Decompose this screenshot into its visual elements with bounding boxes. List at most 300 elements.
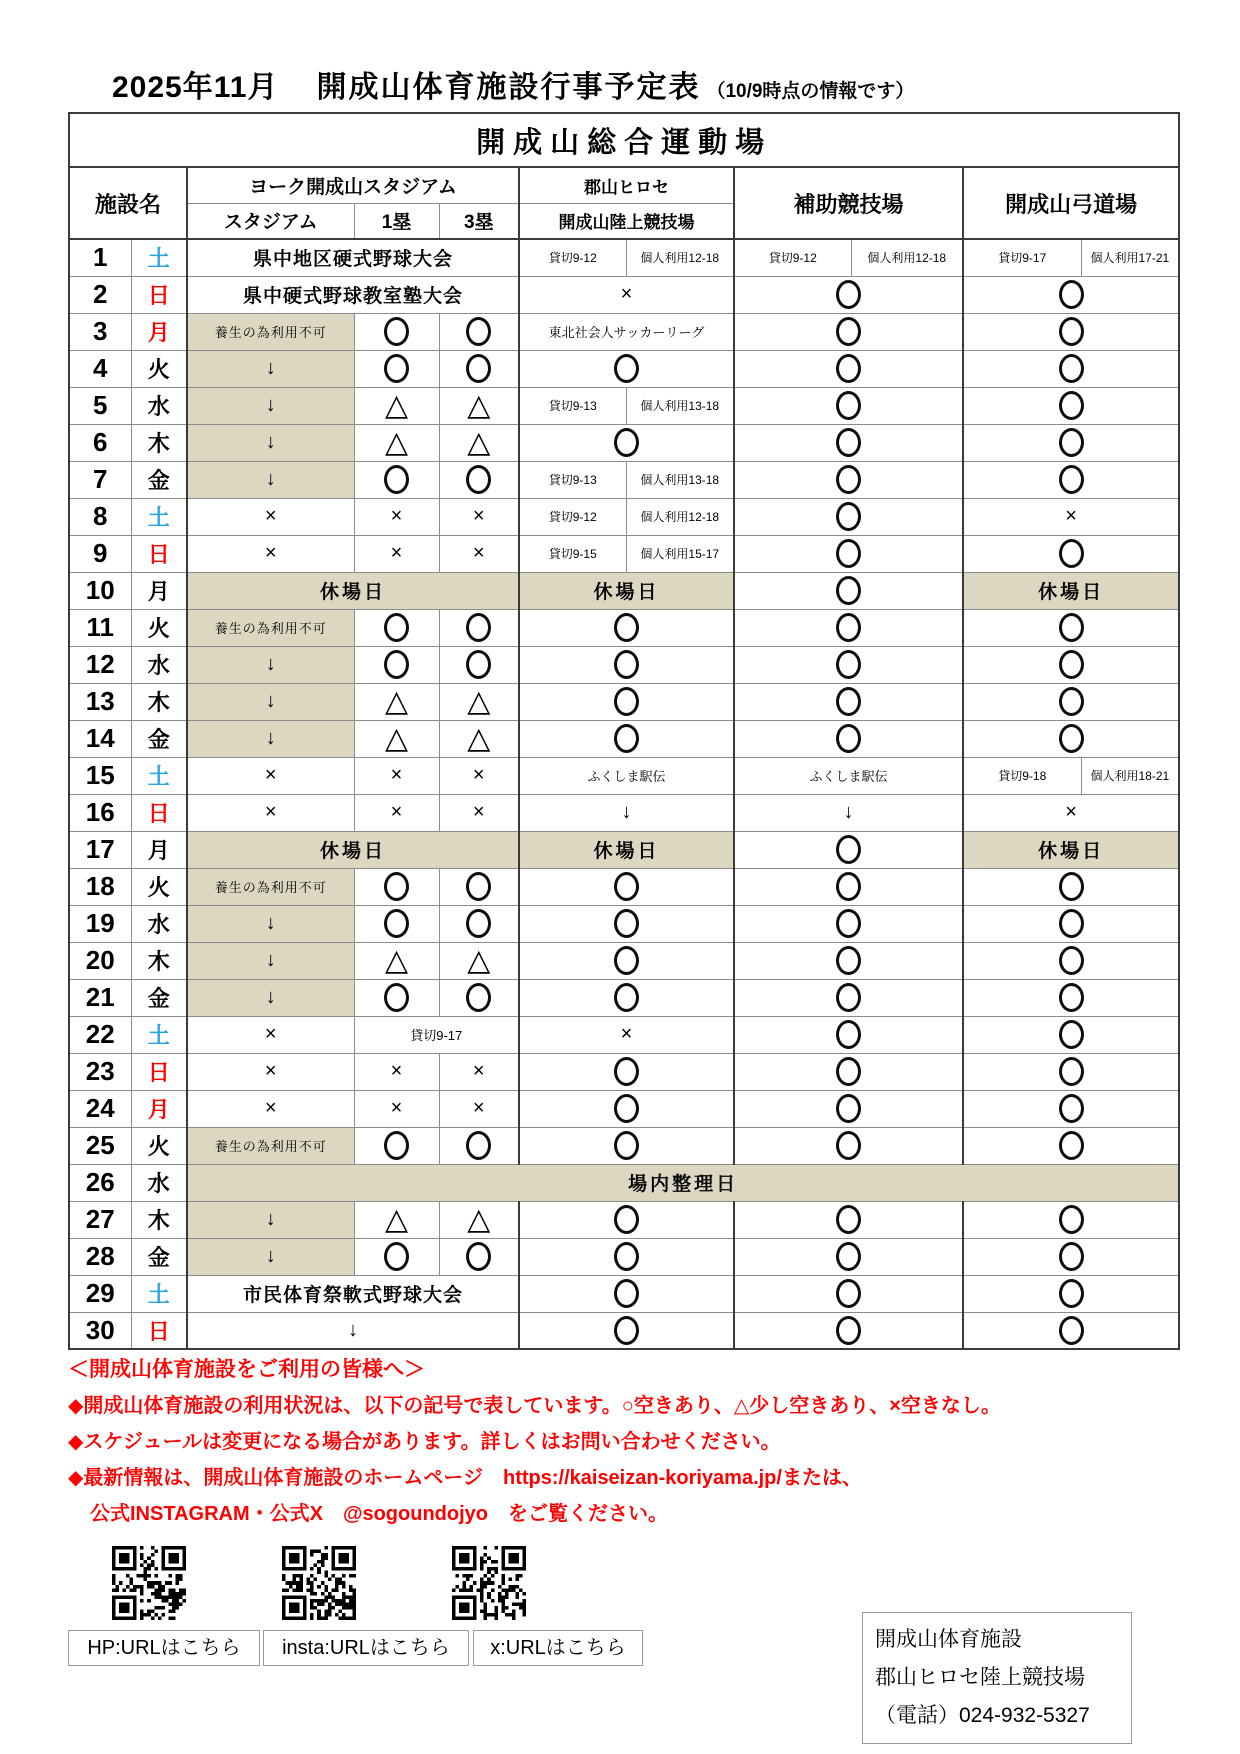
- schedule-cell: 個人利用12-18: [626, 239, 734, 276]
- schedule-cell: [519, 350, 734, 387]
- weekday-label: 火: [131, 868, 187, 905]
- circle-available-icon: [1059, 539, 1084, 568]
- kyudo-hall-header: 開成山弓道場: [963, 167, 1179, 239]
- day-number: 9: [69, 535, 131, 572]
- schedule-cell: [734, 831, 963, 868]
- schedule-cell: [439, 535, 519, 572]
- schedule-cell: 休場日: [187, 831, 519, 868]
- schedule-cell: [734, 868, 963, 905]
- schedule-cell: 個人利用15-17: [626, 535, 734, 572]
- facility-schedule-table: [68, 112, 1180, 1350]
- circle-available-icon: [1059, 428, 1084, 457]
- cross-unavailable-icon: ×: [390, 801, 403, 823]
- triangle-limited-icon: △: [384, 721, 409, 755]
- ditto-arrow-icon: ↓: [265, 949, 276, 971]
- schedule-cell: [519, 1201, 734, 1238]
- cross-unavailable-icon: ×: [264, 801, 277, 823]
- circle-available-icon: [836, 724, 861, 753]
- schedule-cell: [187, 757, 354, 794]
- circle-available-icon: [614, 1279, 639, 1308]
- circle-available-icon: [384, 650, 409, 679]
- circle-available-icon: [1059, 613, 1084, 642]
- schedule-cell: ふくしま駅伝: [734, 757, 963, 794]
- schedule-cell: [734, 942, 963, 979]
- day-number: 16: [69, 794, 131, 831]
- qr-pattern-svg: [452, 1546, 526, 1620]
- circle-available-icon: [836, 872, 861, 901]
- triangle-limited-icon: △: [467, 684, 491, 718]
- schedule-cell: [354, 535, 439, 572]
- table-row: [69, 831, 1179, 868]
- day-number: 25: [69, 1127, 131, 1164]
- schedule-cell: 個人利用17-21: [1081, 239, 1179, 276]
- table-row: [69, 942, 1179, 979]
- weekday-label: 土: [131, 1016, 187, 1053]
- schedule-cell: [963, 1090, 1179, 1127]
- schedule-cell: [734, 905, 963, 942]
- notes-sns-prefix: 公式INSTAGRAM・公式X: [90, 1503, 343, 1525]
- schedule-cell: [963, 1201, 1179, 1238]
- table-row: [69, 1127, 1179, 1164]
- sub-track-header: 補助競技場: [734, 167, 963, 239]
- day-number: 26: [69, 1164, 131, 1201]
- table-row: [69, 794, 1179, 831]
- schedule-cell: [439, 424, 519, 461]
- schedule-cell: 貸切9-12: [519, 498, 626, 535]
- day-number: 8: [69, 498, 131, 535]
- schedule-cell: [519, 609, 734, 646]
- notes-sns-line: [68, 1496, 1188, 1532]
- circle-available-icon: [466, 1242, 491, 1271]
- schedule-cell: [519, 979, 734, 1016]
- qr-pattern-svg: [282, 1546, 356, 1620]
- schedule-cell: [187, 461, 354, 498]
- schedule-cell: [963, 1016, 1179, 1053]
- schedule-cell: [439, 1201, 519, 1238]
- ditto-arrow-icon: ↓: [265, 912, 276, 934]
- triangle-limited-icon: △: [467, 943, 491, 977]
- schedule-cell: 貸切9-17: [354, 1016, 519, 1053]
- schedule-cell: [734, 1238, 963, 1275]
- schedule-cell: [187, 905, 354, 942]
- circle-available-icon: [384, 613, 409, 642]
- circle-available-icon: [836, 1242, 861, 1271]
- schedule-cell: [734, 794, 963, 831]
- schedule-cell: [187, 424, 354, 461]
- schedule-cell: ふくしま駅伝: [519, 757, 734, 794]
- schedule-cell: [734, 720, 963, 757]
- circle-available-icon: [836, 576, 861, 605]
- notes-homepage-prefix: ◆最新情報は、開成山体育施設のホームページ: [68, 1467, 503, 1489]
- notes-heading: ＜開成山体育施設をご利用の皆様へ＞: [68, 1358, 425, 1381]
- cross-unavailable-icon: ×: [264, 1023, 277, 1045]
- schedule-cell: [963, 1312, 1179, 1349]
- schedule-cell: [519, 794, 734, 831]
- cross-unavailable-icon: ×: [264, 1060, 277, 1082]
- circle-available-icon: [836, 391, 861, 420]
- day-number: 20: [69, 942, 131, 979]
- cross-unavailable-icon: ×: [390, 505, 403, 527]
- schedule-cell: [734, 461, 963, 498]
- circle-available-icon: [614, 354, 639, 383]
- circle-available-icon: [1059, 1316, 1084, 1345]
- day-number: 21: [69, 979, 131, 1016]
- schedule-cell: [734, 498, 963, 535]
- table-row: [69, 424, 1179, 461]
- schedule-cell: [187, 720, 354, 757]
- triangle-limited-icon: △: [384, 684, 409, 718]
- sns-handle-text: @sogoundojyo: [342, 1503, 489, 1525]
- day-number: 7: [69, 461, 131, 498]
- schedule-cell: [734, 1090, 963, 1127]
- qr-pattern-svg: [112, 1546, 186, 1620]
- circle-available-icon: [466, 872, 491, 901]
- schedule-cell: [734, 535, 963, 572]
- day-number: 15: [69, 757, 131, 794]
- schedule-cell: [439, 868, 519, 905]
- cross-unavailable-icon: ×: [264, 764, 277, 786]
- schedule-cell: [187, 1201, 354, 1238]
- table-row: [69, 720, 1179, 757]
- schedule-cell: [187, 942, 354, 979]
- schedule-cell: [187, 794, 354, 831]
- cross-unavailable-icon: ×: [472, 1097, 485, 1119]
- schedule-cell: [963, 350, 1179, 387]
- weekday-label: 金: [131, 979, 187, 1016]
- circle-available-icon: [836, 1279, 861, 1308]
- schedule-cell: [963, 424, 1179, 461]
- day-number: 24: [69, 1090, 131, 1127]
- circle-available-icon: [1059, 1057, 1084, 1086]
- triangle-limited-icon: △: [384, 1202, 409, 1236]
- schedule-cell: [354, 498, 439, 535]
- notes-change-line: ◆スケジュールは変更になる場合があります。詳しくはお問い合わせください。: [68, 1431, 781, 1453]
- schedule-cell: [963, 1053, 1179, 1090]
- schedule-cell: [439, 387, 519, 424]
- schedule-cell: 養生の為利用不可: [187, 313, 354, 350]
- cross-unavailable-icon: ×: [264, 505, 277, 527]
- weekday-label: 水: [131, 905, 187, 942]
- circle-available-icon: [384, 465, 409, 494]
- circle-available-icon: [836, 1205, 861, 1234]
- table-row: [69, 1238, 1179, 1275]
- schedule-cell: [519, 683, 734, 720]
- schedule-cell: [963, 646, 1179, 683]
- schedule-cell: [439, 1053, 519, 1090]
- weekday-label: 金: [131, 720, 187, 757]
- day-number: 18: [69, 868, 131, 905]
- circle-available-icon: [614, 428, 639, 457]
- weekday-label: 金: [131, 1238, 187, 1275]
- schedule-cell: 個人利用13-18: [626, 387, 734, 424]
- schedule-cell: [354, 868, 439, 905]
- schedule-cell: [439, 1127, 519, 1164]
- schedule-cell: 東北社会人サッカーリーグ: [519, 313, 734, 350]
- schedule-cell: [963, 720, 1179, 757]
- ditto-arrow-icon: ↓: [265, 986, 276, 1008]
- day-number: 13: [69, 683, 131, 720]
- table-row: [69, 757, 1179, 794]
- ditto-arrow-icon: ↓: [265, 653, 276, 675]
- schedule-cell: [734, 1127, 963, 1164]
- schedule-cell: [963, 313, 1179, 350]
- schedule-cell: [963, 905, 1179, 942]
- circle-available-icon: [466, 317, 491, 346]
- table-row: [69, 609, 1179, 646]
- circle-available-icon: [1059, 391, 1084, 420]
- circle-available-icon: [614, 872, 639, 901]
- schedule-cell: 貸切9-13: [519, 387, 626, 424]
- circle-available-icon: [1059, 946, 1084, 975]
- cross-unavailable-icon: ×: [264, 1097, 277, 1119]
- triangle-limited-icon: △: [384, 943, 409, 977]
- schedule-cell: [734, 1312, 963, 1349]
- circle-available-icon: [836, 835, 861, 864]
- schedule-cell: [519, 1127, 734, 1164]
- schedule-cell: [519, 1016, 734, 1053]
- schedule-cell: [439, 646, 519, 683]
- ditto-arrow-icon: ↓: [265, 727, 276, 749]
- schedule-cell: [187, 498, 354, 535]
- schedule-cell: [354, 1127, 439, 1164]
- circle-available-icon: [836, 1316, 861, 1345]
- weekday-label: 月: [131, 1090, 187, 1127]
- schedule-rows: [69, 239, 1179, 1349]
- schedule-cell: [439, 461, 519, 498]
- schedule-cell: [439, 498, 519, 535]
- schedule-cell: 貸切9-15: [519, 535, 626, 572]
- circle-available-icon: [466, 354, 491, 383]
- table-row: [69, 905, 1179, 942]
- circle-available-icon: [836, 983, 861, 1012]
- weekday-label: 日: [131, 535, 187, 572]
- schedule-cell: 養生の為利用不可: [187, 868, 354, 905]
- schedule-cell: 休場日: [519, 831, 734, 868]
- weekday-label: 月: [131, 831, 187, 868]
- weekday-label: 金: [131, 461, 187, 498]
- ditto-arrow-icon: ↓: [265, 468, 276, 490]
- third-base-sub-header: 3塁: [439, 203, 519, 239]
- cross-unavailable-icon: ×: [1065, 505, 1077, 527]
- circle-available-icon: [836, 539, 861, 568]
- circle-available-icon: [466, 650, 491, 679]
- circle-available-icon: [836, 650, 861, 679]
- schedule-cell: [187, 1312, 519, 1349]
- table-row: [69, 868, 1179, 905]
- schedule-cell: [187, 350, 354, 387]
- schedule-cell: 貸切9-17: [963, 239, 1081, 276]
- schedule-cell: 貸切9-12: [734, 239, 851, 276]
- weekday-label: 日: [131, 1312, 187, 1349]
- schedule-cell: [734, 979, 963, 1016]
- schedule-cell: [354, 387, 439, 424]
- weekday-label: 火: [131, 350, 187, 387]
- day-number: 6: [69, 424, 131, 461]
- schedule-cell: 県中地区硬式野球大会: [187, 239, 519, 276]
- schedule-cell: [439, 757, 519, 794]
- qr-label-x: x:URLはこちら: [473, 1630, 643, 1666]
- column-header-row-1: [69, 167, 1179, 203]
- circle-available-icon: [836, 1094, 861, 1123]
- schedule-cell: [439, 683, 519, 720]
- contact-info-box: [862, 1612, 1132, 1744]
- circle-available-icon: [466, 983, 491, 1012]
- schedule-cell: 市民体育祭軟式野球大会: [187, 1275, 519, 1312]
- circle-available-icon: [384, 354, 409, 383]
- circle-available-icon: [614, 1094, 639, 1123]
- schedule-cell: [519, 1312, 734, 1349]
- table-row: [69, 461, 1179, 498]
- schedule-cell: [519, 646, 734, 683]
- circle-available-icon: [836, 946, 861, 975]
- circle-available-icon: [614, 650, 639, 679]
- circle-available-icon: [1059, 354, 1084, 383]
- circle-available-icon: [836, 687, 861, 716]
- schedule-cell: [354, 905, 439, 942]
- schedule-cell: [439, 979, 519, 1016]
- schedule-cell: [963, 1275, 1179, 1312]
- title-month: 2025年11月: [112, 71, 279, 104]
- circle-available-icon: [614, 1057, 639, 1086]
- circle-available-icon: [836, 1131, 861, 1160]
- cross-unavailable-icon: ×: [620, 283, 633, 305]
- schedule-cell: [519, 942, 734, 979]
- cross-unavailable-icon: ×: [620, 1023, 633, 1045]
- qr-code-instagram: [282, 1546, 356, 1620]
- weekday-label: 月: [131, 572, 187, 609]
- circle-available-icon: [836, 1057, 861, 1086]
- schedule-cell: [439, 350, 519, 387]
- schedule-cell: [354, 979, 439, 1016]
- schedule-cell: [354, 942, 439, 979]
- circle-available-icon: [1059, 1094, 1084, 1123]
- schedule-cell: 個人利用12-18: [626, 498, 734, 535]
- qr-label-instagram: insta:URLはこちら: [263, 1630, 469, 1666]
- qr-code-hp: [112, 1546, 186, 1620]
- stadium-sub-header: スタジアム: [187, 203, 354, 239]
- weekday-label: 土: [131, 498, 187, 535]
- circle-available-icon: [614, 983, 639, 1012]
- qr-label-hp: HP:URLはこちら: [68, 1630, 260, 1666]
- schedule-cell: [519, 424, 734, 461]
- table-row: [69, 1275, 1179, 1312]
- cross-unavailable-icon: ×: [390, 1097, 403, 1119]
- schedule-cell: [187, 1090, 354, 1127]
- weekday-label: 木: [131, 1201, 187, 1238]
- schedule-cell: 養生の為利用不可: [187, 1127, 354, 1164]
- schedule-cell: [354, 1053, 439, 1090]
- circle-available-icon: [1059, 280, 1084, 309]
- circle-available-icon: [614, 946, 639, 975]
- circle-available-icon: [466, 465, 491, 494]
- cross-unavailable-icon: ×: [472, 801, 485, 823]
- schedule-cell: [354, 1090, 439, 1127]
- circle-available-icon: [836, 1020, 861, 1049]
- schedule-cell: [439, 720, 519, 757]
- day-number: 14: [69, 720, 131, 757]
- weekday-label: 木: [131, 424, 187, 461]
- schedule-cell: 場内整理日: [187, 1164, 1179, 1201]
- schedule-cell: [354, 646, 439, 683]
- weekday-label: 土: [131, 757, 187, 794]
- circle-available-icon: [614, 613, 639, 642]
- schedule-cell: [734, 683, 963, 720]
- schedule-cell: 個人利用12-18: [851, 239, 963, 276]
- first-base-sub-header: 1塁: [354, 203, 439, 239]
- schedule-cell: 休場日: [519, 572, 734, 609]
- weekday-label: 日: [131, 794, 187, 831]
- day-number: 11: [69, 609, 131, 646]
- day-number: 4: [69, 350, 131, 387]
- circle-available-icon: [836, 317, 861, 346]
- circle-available-icon: [466, 613, 491, 642]
- schedule-cell: [963, 868, 1179, 905]
- cross-unavailable-icon: ×: [472, 1060, 485, 1082]
- schedule-cell: [519, 1275, 734, 1312]
- title-asof-note: （10/9時点の情報です）: [706, 81, 915, 102]
- circle-available-icon: [384, 1131, 409, 1160]
- schedule-cell: [734, 1053, 963, 1090]
- schedule-cell: [734, 424, 963, 461]
- table-row: [69, 646, 1179, 683]
- cross-unavailable-icon: ×: [390, 764, 403, 786]
- schedule-cell: [519, 868, 734, 905]
- circle-available-icon: [836, 354, 861, 383]
- schedule-cell: [519, 905, 734, 942]
- schedule-cell: [187, 1016, 354, 1053]
- cross-unavailable-icon: ×: [390, 542, 403, 564]
- schedule-cell: [519, 1053, 734, 1090]
- schedule-cell: [354, 461, 439, 498]
- schedule-cell: [187, 979, 354, 1016]
- circle-available-icon: [1059, 724, 1084, 753]
- ditto-arrow-icon: ↓: [265, 431, 276, 453]
- schedule-cell: [734, 387, 963, 424]
- schedule-cell: [734, 313, 963, 350]
- schedule-cell: [963, 535, 1179, 572]
- table-row: [69, 1201, 1179, 1238]
- contact-phone: （電話）024-932-5327: [875, 1704, 1090, 1727]
- schedule-cell: [187, 646, 354, 683]
- day-number: 19: [69, 905, 131, 942]
- schedule-cell: [734, 276, 963, 313]
- schedule-cell: 休場日: [963, 572, 1179, 609]
- schedule-cell: [963, 609, 1179, 646]
- day-number: 17: [69, 831, 131, 868]
- title-main: 開成山体育施設行事予定表: [316, 71, 701, 104]
- schedule-cell: [187, 683, 354, 720]
- weekday-label: 月: [131, 313, 187, 350]
- schedule-cell: [354, 794, 439, 831]
- ditto-arrow-icon: ↓: [621, 801, 632, 823]
- weekday-label: 日: [131, 1053, 187, 1090]
- cross-unavailable-icon: ×: [264, 542, 277, 564]
- schedule-cell: 貸切9-18: [963, 757, 1081, 794]
- homepage-url-text: https://kaiseizan-koriyama.jp/: [502, 1467, 782, 1489]
- table-row: [69, 239, 1179, 276]
- weekday-label: 火: [131, 609, 187, 646]
- schedule-cell: [963, 979, 1179, 1016]
- schedule-cell: [354, 313, 439, 350]
- schedule-cell: [963, 1238, 1179, 1275]
- circle-available-icon: [384, 872, 409, 901]
- schedule-cell: [963, 942, 1179, 979]
- ditto-arrow-icon: ↓: [843, 801, 854, 823]
- table-row: [69, 387, 1179, 424]
- table-row: [69, 1090, 1179, 1127]
- schedule-cell: [519, 1090, 734, 1127]
- circle-available-icon: [466, 909, 491, 938]
